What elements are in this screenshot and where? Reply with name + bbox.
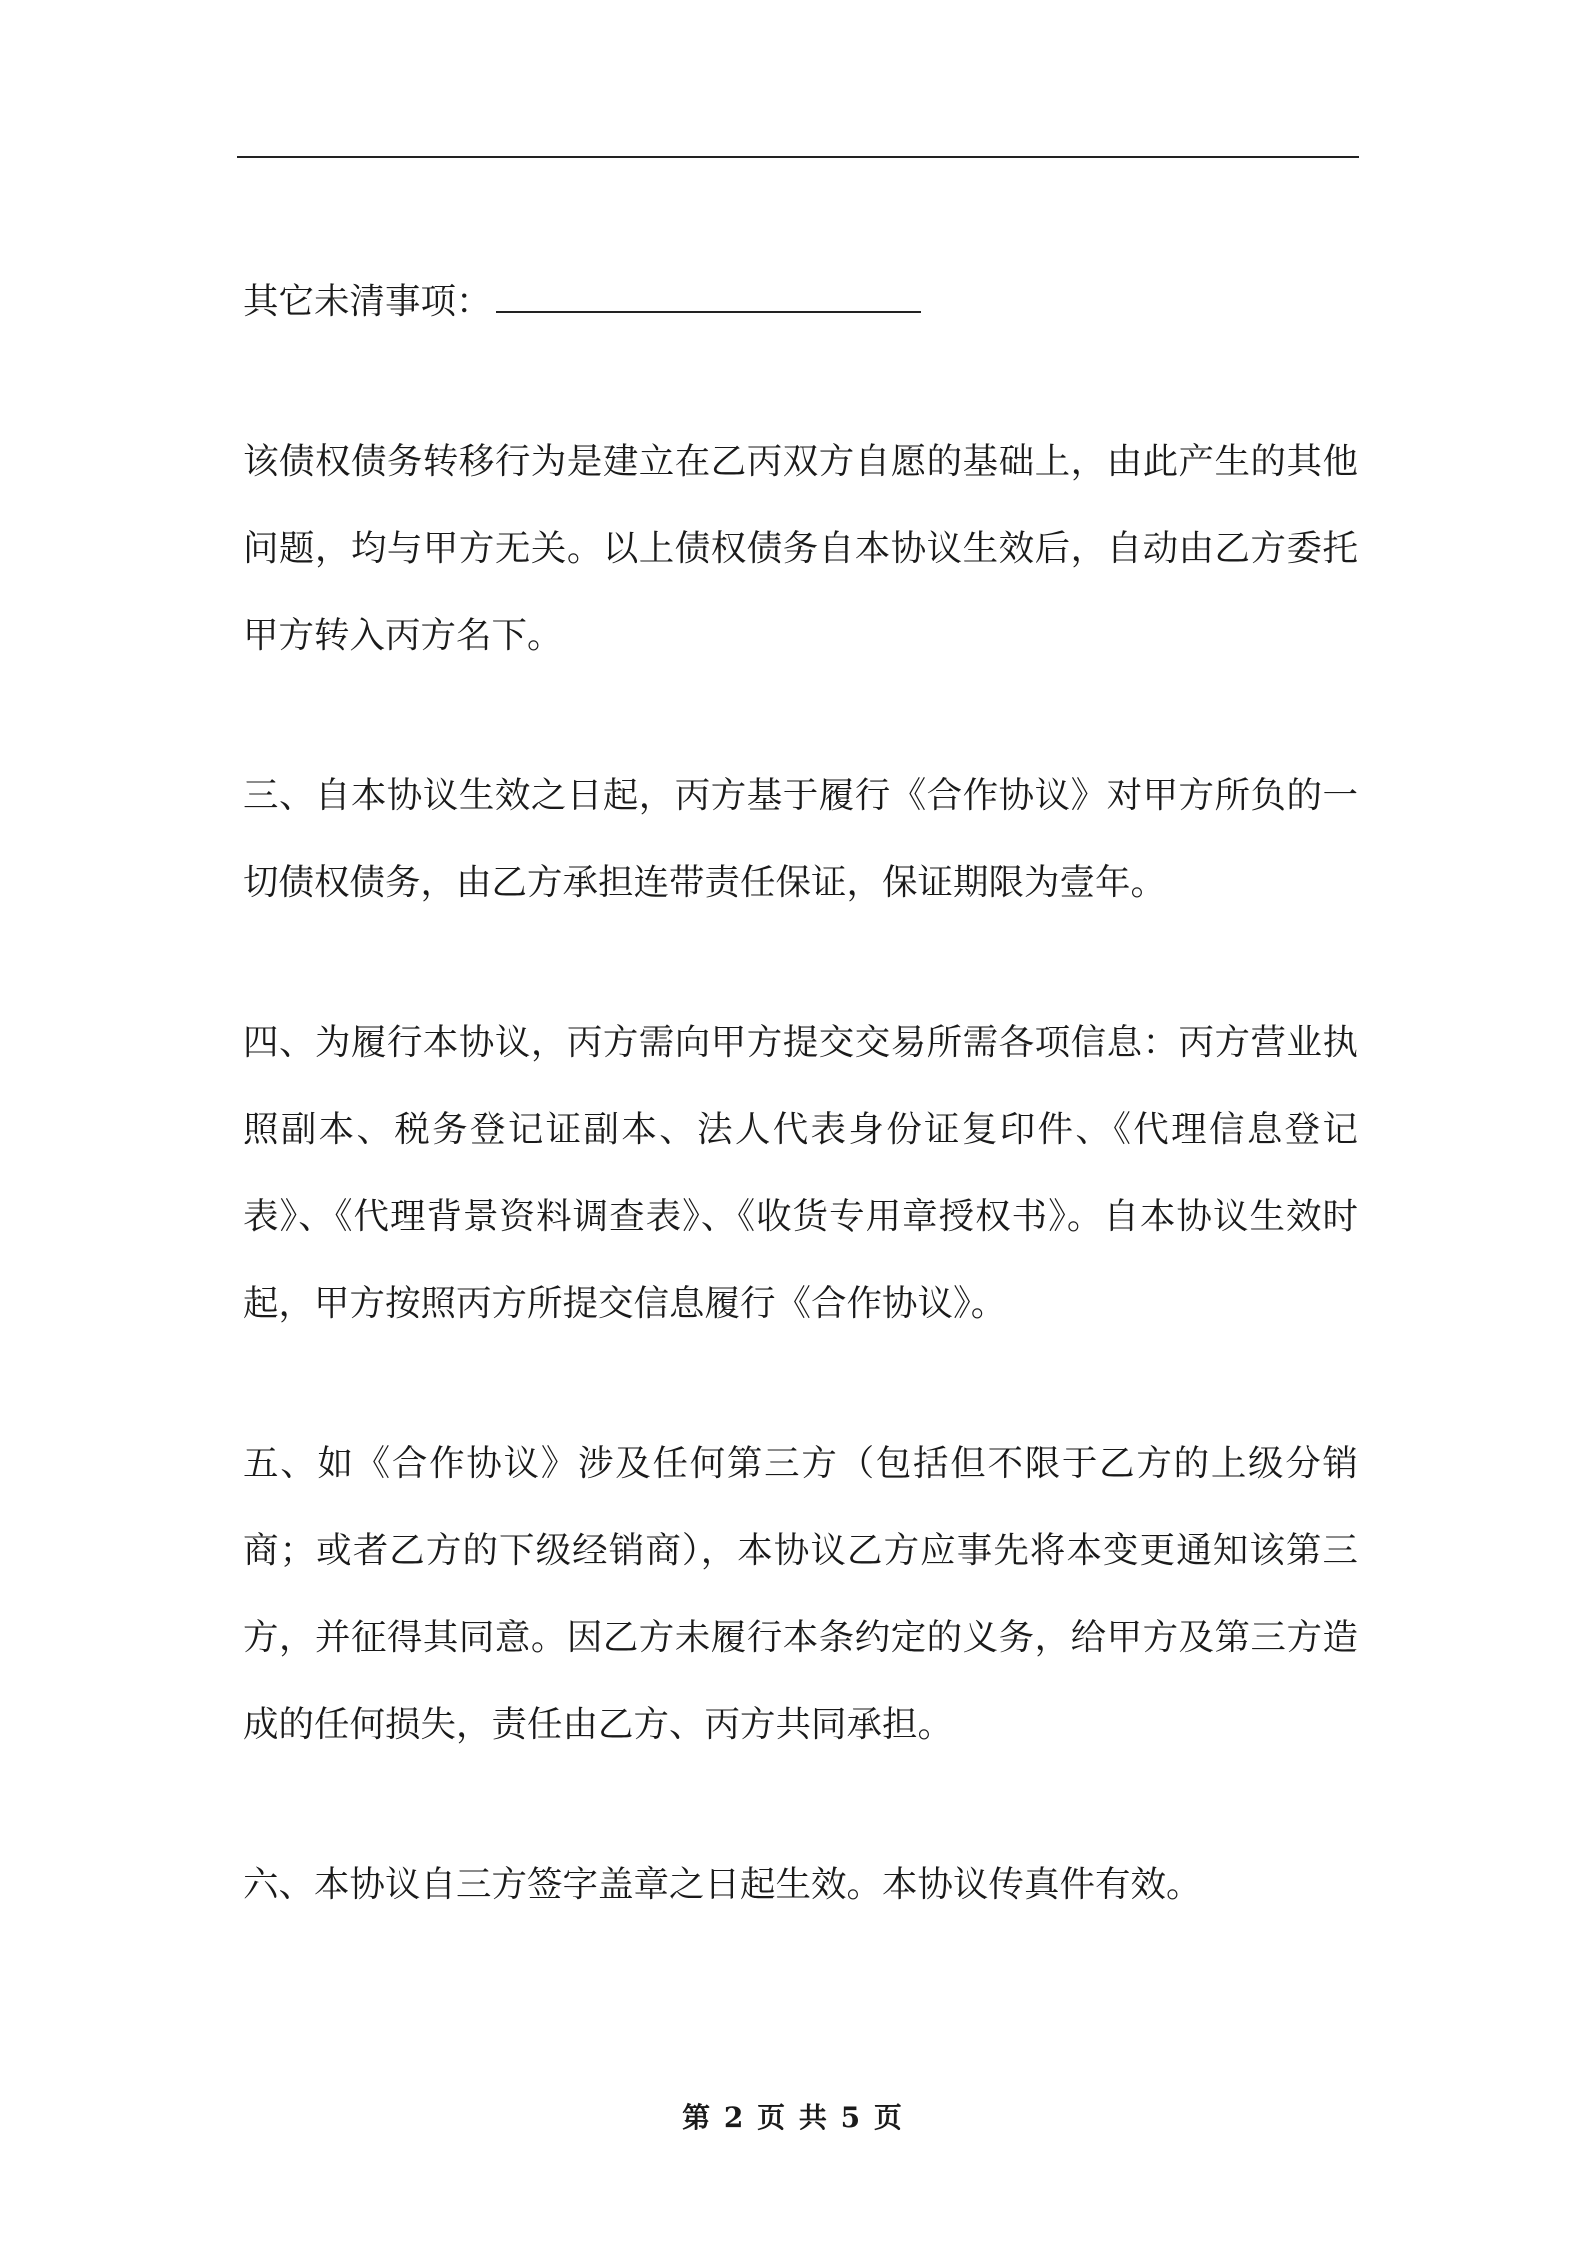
clause-5-paragraph: 五、如《合作协议》涉及任何第三方（包括但不限于乙方的上级分销商；或者乙方的下级经销商），本协议乙方应事先将本变更通知该第三方，并征得其同意。因乙方未履行本条约定的义务，给甲方及第三方造成的任何损失，责任由乙方、丙方共同承担。 — [243, 1443, 1358, 1745]
transfer-note-paragraph: 该债权债务转移行为是建立在乙丙双方自愿的基础上，由此产生的其他问题，均与甲方无关。以上债权债务自本协议生效后，自动由乙方委托甲方转入丙方名下。 — [243, 441, 1358, 656]
document-body — [243, 258, 1358, 1928]
other-matters-label: 其它未清事项： — [243, 281, 492, 322]
other-matters-blank — [496, 281, 921, 313]
clause-3-paragraph: 三、自本协议生效之日起，丙方基于履行《合作协议》对甲方所负的一切债权债务，由乙方承担连带责任保证，保证期限为壹年。 — [243, 775, 1358, 903]
other-matters-line — [243, 258, 1358, 345]
page-number-footer: 第 2 页 共 5 页 — [682, 2101, 904, 2134]
header-divider — [237, 156, 1359, 158]
clause-6-paragraph: 六、本协议自三方签字盖章之日起生效。本协议传真件有效。 — [243, 1864, 1202, 1905]
clause-4-paragraph: 四、为履行本协议，丙方需向甲方提交交易所需各项信息：丙方营业执照副本、税务登记证副本、法人代表身份证复印件、《代理信息登记表》、《代理背景资料调查表》、《收货专用章授权书》。自本协议生效时起，甲方按照丙方所提交信息履行《合作协议》。 — [243, 1022, 1358, 1324]
